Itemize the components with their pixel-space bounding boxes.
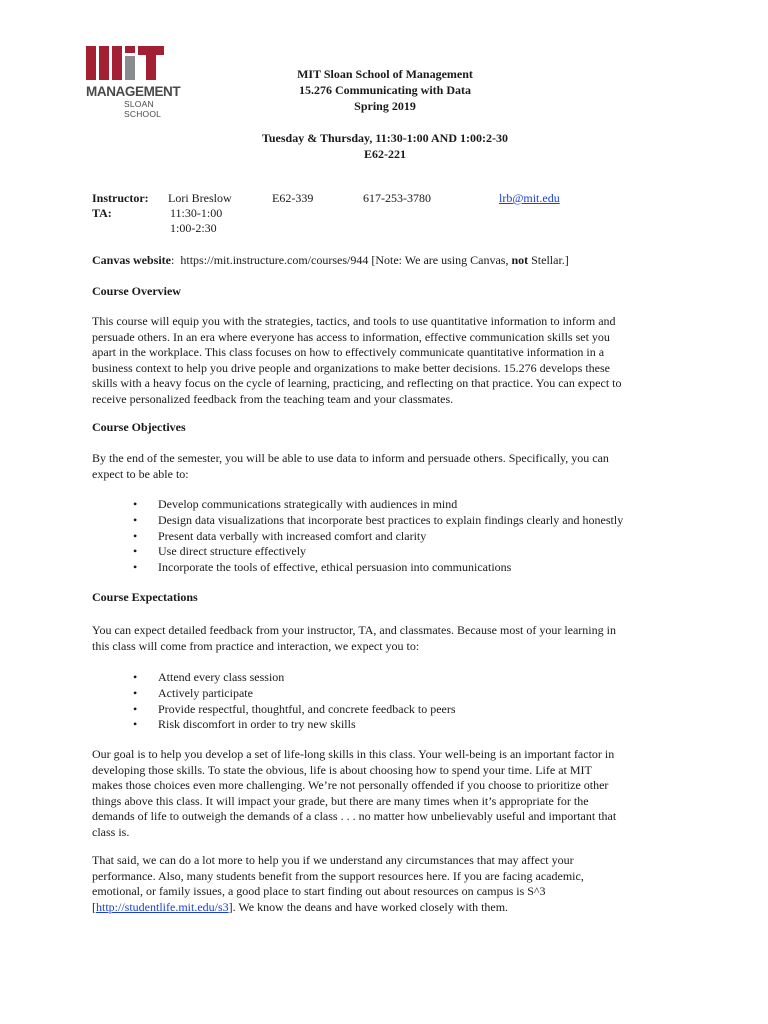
course-room: E62-221 [364,147,406,161]
logo-sloan-text: SLOAN SCHOOL [124,99,162,119]
ta-hours-1: 11:30-1:00 [170,206,223,220]
objectives-intro-line: By the end of the semester, you will be able to use data to inform and persuade others. Specifically, you can [92,451,609,465]
objectives-intro-line: expect to be able to: [92,466,189,481]
instructor-label: Instructor: [92,191,149,205]
support-paragraph [92,853,682,915]
studentlife-link[interactable]: http://studentlife.mit.edu/s3 [96,899,229,914]
instructor-phone: 617-253-3780 [363,191,431,205]
canvas-not: not [511,253,529,267]
overview-heading: Course Overview [92,284,181,298]
support-line: That said, we can do a lot more to help you if we understand any circumstances that may affect your [92,853,574,867]
objective-item: • Incorporate the tools of effective, ethical persuasion into communications [130,560,690,576]
support-bracket-open: [ [92,899,96,914]
expectations-intro-line: this class will come from practice and interaction, we expect you to: [92,638,420,653]
expectations-intro [92,623,682,654]
canvas-text-end: Stellar.] [528,253,569,267]
objectives-intro [92,451,682,482]
canvas-colon: : [171,253,175,267]
overview-line: skills with a heavy focus on the cycle of learning, practicing, and reflecting on that practice. You can expect to [92,376,622,390]
objective-item: • Design data visualizations that incorporate best practices to explain findings clearly and honestly [130,513,690,529]
objective-item: • Present data verbally with increased comfort and clarity [130,529,690,545]
instructor-office: E62-339 [272,191,314,205]
support-line-end: ]. We know the deans and have worked closely with them. [228,899,509,914]
ta-label: TA: [92,206,112,220]
expectations-intro-line: You can expect detailed feedback from your instructor, TA, and classmates. Because most of your learning in [92,623,616,637]
ta-hours-2: 1:00-2:30 [170,221,217,235]
instructor-email-link[interactable]: lrb@mit.edu [499,191,560,205]
expectations-list [130,670,690,733]
expectations-heading: Course Expectations [92,590,198,604]
instructor-name: Lori Breslow [168,191,232,205]
objective-item: • Develop communications strategically with audiences in mind [130,497,690,513]
canvas-text: https://mit.instructure.com/courses/944 [Note: We are using Canvas, [180,253,512,267]
overview-paragraph [92,314,682,407]
goal-line: things above this class. It will impact your grade, but there are many times when it’s appropriate for the [92,793,589,808]
canvas-label: Canvas website [92,253,172,267]
overview-line: business context to help you drive people and organizations to make better decisions. 15.276 develops these [92,360,610,375]
support-line-last [92,900,682,916]
school-name: MIT Sloan School of Management [297,67,473,81]
course-term: Spring 2019 [354,99,416,113]
overview-line: receive personalized feedback from the teaching team and your classmates. [92,391,454,406]
overview-line: This course will equip you with the strategies, tactics, and tools to use quantitative information to inform and [92,314,616,328]
mit-logo-mark [86,46,166,82]
expectation-item: • Attend every class session [130,670,690,686]
expectation-item: • Risk discomfort in order to try new skills [130,717,690,733]
mit-sloan-logo [86,46,186,119]
logo-management-text: MANAGEMENT [86,84,181,99]
canvas-website-line [92,253,569,269]
goal-paragraph [92,747,682,840]
goal-line: class is. [92,824,130,839]
course-schedule: Tuesday & Thursday, 11:30-1:00 AND 1:00:2-30 [261,131,509,145]
support-line: performance. Also, many students benefit from the support resources here. If you are facing academic, [92,868,584,883]
objectives-heading: Course Objectives [92,420,186,434]
objectives-list [130,497,690,576]
overview-line: persuade others. In an era where everyone has access to information, effective communication skills set you [92,329,610,344]
objective-item: • Use direct structure effectively [130,544,690,560]
support-line: emotional, or family issues, a good place to start finding out about resources on campus is S^3 [92,884,546,898]
expectation-item: • Actively participate [130,686,690,702]
goal-line: developing those skills. To state the obvious, life is about choosing how to spend your time. Life at MIT [92,762,592,777]
course-title: 15.276 Communicating with Data [298,83,471,97]
expectation-item: • Provide respectful, thoughtful, and concrete feedback to peers [130,702,690,718]
goal-line: demands of life to outweigh the demands of a class . . . no matter how unbelievably useful and important that [92,809,617,823]
goal-line: makes those choices even more challenging. We’re not personally offended if you choose to prioritize other [92,778,609,792]
goal-line: Our goal is to help you develop a set of life-long skills in this class. Your well-being is an important factor in [92,747,615,761]
overview-line: apart in the workplace. This class focuses on how to effectively communicate quantitative information in a [92,345,605,359]
